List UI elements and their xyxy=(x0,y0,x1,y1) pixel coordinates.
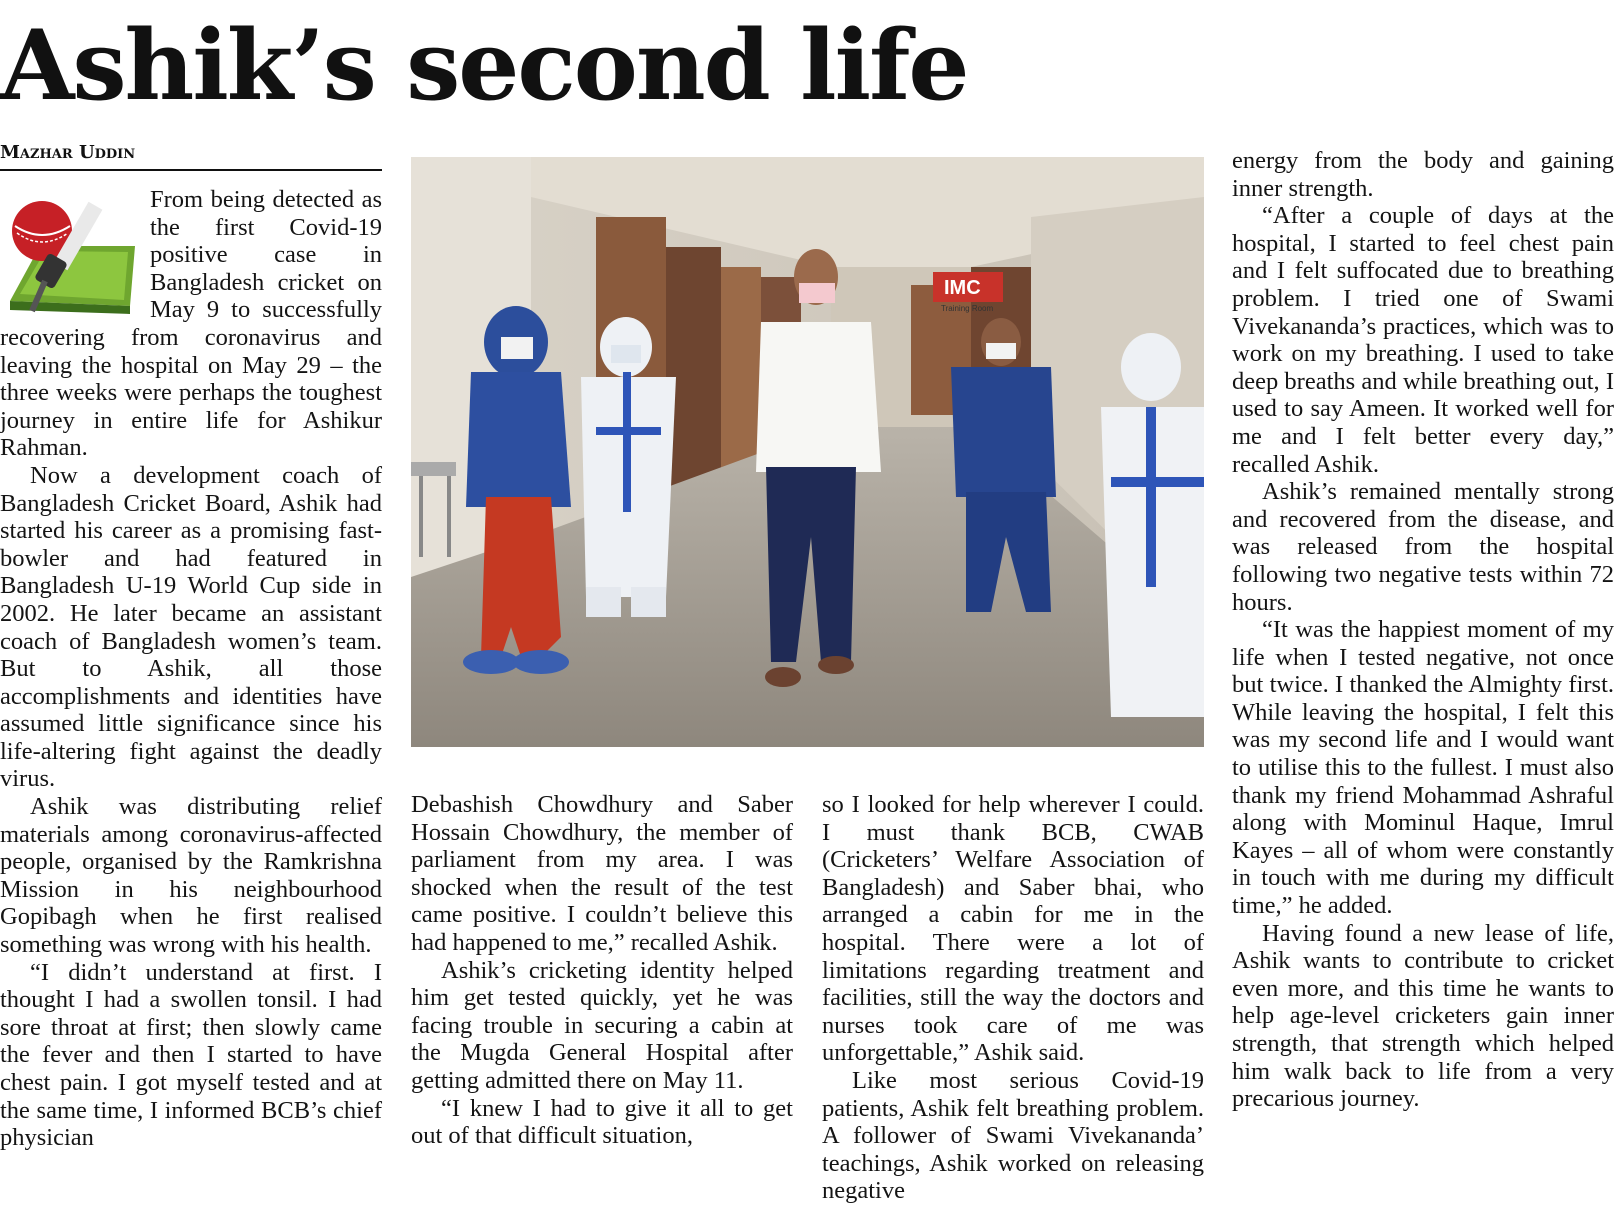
paragraph: Now a development coach of Bangladesh Cricket Board, Ashik had started his career as a promising fast-bowler and had featured in Bangladesh U-19 World Cup side in 2002. He later became an assistant coach of Bangladesh women’s team. But to Ashik, all those accomplishments and identities have assumed little significance since his life-altering fight against the deadly virus. xyxy=(0,461,382,793)
paragraph: Debashish Chowdhury and Saber Hossain Chowdhury, the member of parliament from my area. I was shocked when the result of the test came positive. I couldn’t believe this had happened to me,” recalled Ashik. xyxy=(411,791,793,956)
paragraph: Ashik was distributing relief materials among coronavirus-affected people, organised by the Ramkrishna Mission in his neighbourhood Gopibagh when he first realised something was wrong with his health. xyxy=(0,793,382,959)
paragraph: Ashik’s cricketing identity helped him get tested quickly, yet he was facing trouble in securing a cabin at the Mugda General Hospital after getting admitted there on May 11. xyxy=(411,956,793,1094)
paragraph: “After a couple of days at the hospital, I started to feel chest pain and I felt suffocated due to breathing problem. I tried one of Swami Vivekananda’s practices, which was to work on my breathing. I used to take deep breaths and while breathing out, I used to say Ameen. It worked well for me and I felt better every day,” recalled Ashik. xyxy=(1232,202,1614,478)
paragraph: “It was the happiest moment of my life when I tested negative, not once but twice. I thanked the Almighty first. While leaving the hospital, I felt this was my second life and I would want to utilise this to the fullest. I must also thank my friend Mohammad Ashraful along with Mominul Haque, Imrul Kayes – all of whom were constantly in touch with me during my difficult time,” he added. xyxy=(1232,616,1614,920)
imc-sign: IMC xyxy=(944,277,981,299)
article-column-1 xyxy=(0,186,382,1152)
article-column-3 xyxy=(822,791,1204,1205)
byline: Mazhar Uddin xyxy=(0,140,382,171)
paragraph: Having found a new lease of life, Ashik wants to contribute to cricket even more, and this time he wants to help age-level cricketers gain inner strength, that strength which helped him walk back to life from a very precarious journey. xyxy=(1232,919,1614,1113)
paragraph: so I looked for help wherever I could. I must thank BCB, CWAB (Cricketers’ Welfare Association of Bangladesh) and Saber bhai, who arranged a cabin for me in the hospital. There were a lot of limitations regarding treatment and facilities, still the way the doctors and nurses took care of me was unforgettable,” Ashik said. xyxy=(822,791,1204,1067)
paragraph: energy from the body and gaining inner strength. xyxy=(1232,147,1614,202)
article-column-2 xyxy=(411,791,793,1150)
paragraph: “I knew I had to give it all to get out of that difficult situation, xyxy=(411,1094,793,1150)
paragraph: “I didn’t understand at first. I thought I had a swollen tonsil. I had sore throat at first; then slowly came the fever and then I started to have chest pain. I got myself tested and at the same time, I informed BCB’s chief physician xyxy=(0,958,382,1152)
imc-subsign: Training Room xyxy=(941,304,994,313)
headline: Ashik’s second life xyxy=(0,9,968,122)
article-column-4 xyxy=(1232,147,1614,1113)
cricket-ball-microphone-icon xyxy=(0,186,140,321)
paragraph: Ashik’s remained mentally strong and recovered from the disease, and was released from the hospital following two negative tests within 72 hours. xyxy=(1232,478,1614,616)
paragraph: From being detected as the first Covid-19 positive case in Bangladesh cricket on May 9 to successfully recovering from coronavirus and leaving the hospital on May 29 – the three weeks were perhaps the toughest journey in entire life for Ashikur Rahman. xyxy=(0,186,382,462)
paragraph: Like most serious Covid-19 patients, Ashik felt breathing problem. A follower of Swami Vivekananda’ teachings, Ashik worked on releasing negative xyxy=(822,1066,1204,1205)
article-photo xyxy=(411,157,1204,747)
